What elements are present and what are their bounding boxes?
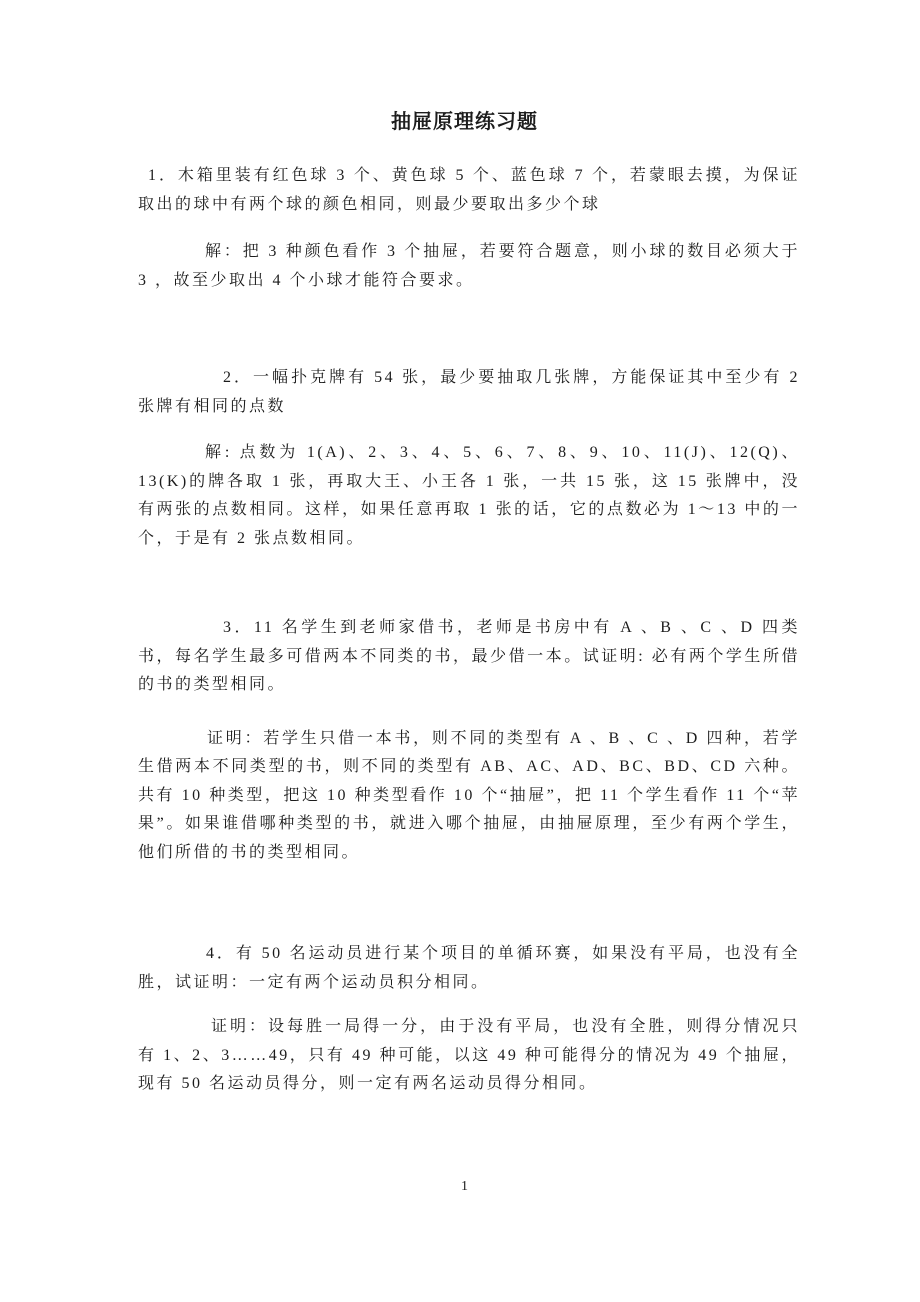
- problem-3-question: 3．11 名学生到老师家借书，老师是书房中有 A 、B 、C 、D 四类书，每名学生最多可借两本不同类的书，最少借一本。试证明: 必有两个学生所借的书的类型相同。: [138, 619, 800, 693]
- problem-1-question: 1．木箱里装有红色球 3 个、黄色球 5 个、蓝色球 7 个，若蒙眼去摸，为保证取出的球中有两个球的颜色相同，则最少要取出多少个球: [138, 167, 800, 213]
- problem-3-answer: 证明：若学生只借一本书，则不同的类型有 A 、B 、C 、D 四种，若学生借两本不同类型的书，则不同的类型有 AB、AC、AD、BC、BD、CD 六种。共有 10 种类型，把这 10 种类型看作 10 个“抽屉”，把 11 个学生看作 11 个“苹果”。如果谁借哪种类型的书，就进入哪个抽屉，由抽屉原理，至少有两个学生，他们所借的书的类型相同。: [138, 729, 800, 861]
- problem-1-answer: 解：把 3 种颜色看作 3 个抽屉，若要符合题意，则小球的数目必须大于 3 ，故至少取出 4 个小球才能符合要求。: [138, 243, 800, 289]
- document-content: [138, 107, 800, 1197]
- problem-4-answer: 证明：设每胜一局得一分，由于没有平局，也没有全胜，则得分情况只有 1、2、3……49，只有 49 种可能，以这 49 种可能得分的情况为 49 个抽屉，现有 50 名运动员得分，则一定有两名运动员得分相同。: [138, 1018, 800, 1092]
- problem-2-question: 2．一幅扑克牌有 54 张，最少要抽取几张牌，方能保证其中至少有 2 张牌有相同的点数: [138, 369, 800, 415]
- page-number: 1: [461, 1178, 468, 1194]
- page-title: 抽屉原理练习题: [391, 109, 538, 133]
- problem-4-question: 4．有 50 名运动员进行某个项目的单循环赛，如果没有平局，也没有全胜，试证明：一定有两个运动员积分相同。: [138, 945, 800, 991]
- problem-2-answer: 解: 点数为 1(A)、2、3、4、5、6、7、8、9、10、11(J)、12(Q)、13(K)的牌各取 1 张，再取大王、小王各 1 张，一共 15 张，这 15 张牌中，没有两张的点数相同。这样，如果任意再取 1 张的话，它的点数必为 1～13 中的一个，于是有 2 张点数相同。: [138, 444, 800, 547]
